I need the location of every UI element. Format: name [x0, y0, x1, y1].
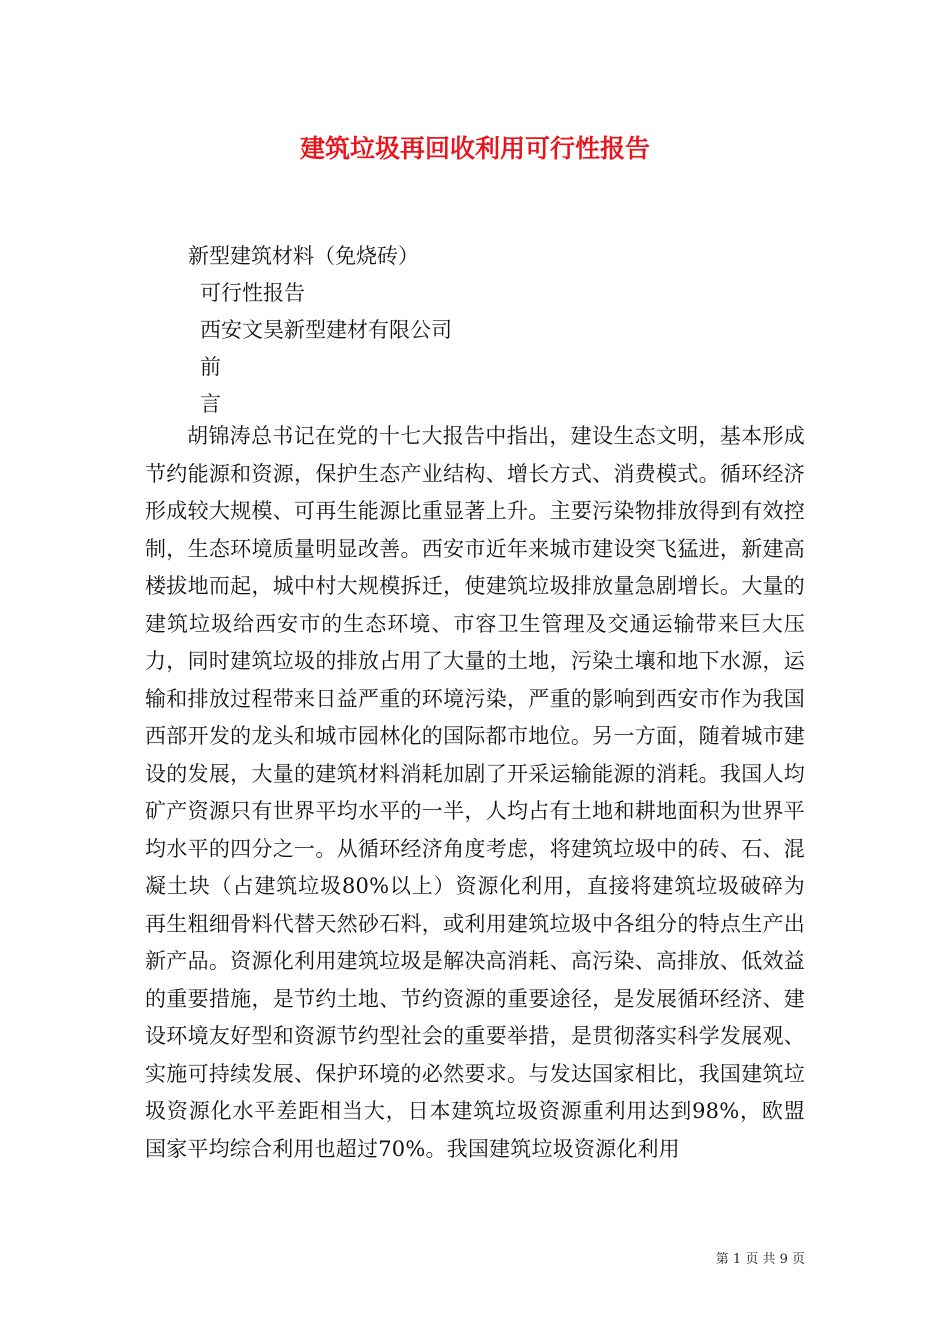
body-paragraph: 胡锦涛总书记在党的十七大报告中指出，建设生态文明，基本形成节约能源和资源，保护生态产业结构、增长方式、消费模式。循环经济形成较大规模、可再生能源比重显著上升。主要污染物排放得到有效控制，生态环境质量明显改善。西安市近年来城市建设突飞猛进，新建高楼拔地而起，城中村大规模拆迁，使建筑垃圾排放量急剧增长。大量的建筑垃圾给西安市的生态环境、市容卫生管理及交通运输带来巨大压力，同时建筑垃圾的排放占用了大量的土地，污染土壤和地下水源，运输和排放过程带来日益严重的环境污染，严重的影响到西安市作为我国西部开发的龙头和城市园林化的国际都市地位。另一方面，随着城市建设的发展，大量的建筑材料消耗加剧了开采运输能源的消耗。我国人均矿产资源只有世界平均水平的一半，人均占有土地和耕地面积为世界平均水平的四分之一。从循环经济角度考虑，将建筑垃圾中的砖、石、混凝土块（占建筑垃圾80%以上）资源化利用，直接将建筑垃圾破碎为再生粗细骨料代替天然砂石料，或利用建筑垃圾中各组分的特点生产出新产品。资源化利用建筑垃圾是解决高消耗、高污染、高排放、低效益的重要措施，是节约土地、节约资源的重要途径，是发展循环经济、建设环境友好型和资源节约型社会的重要举措，是贯彻落实科学发展观、实施可持续发展、保护环境的必然要求。与发达国家相比，我国建筑垃圾资源化水平差距相当大，日本建筑垃圾资源重利用达到98%，欧盟国家平均综合利用也超过70%。我国建筑垃圾资源化利用: [145, 424, 805, 1161]
front-matter: [188, 238, 452, 423]
preface-heading-char-1: 前: [200, 355, 221, 379]
preface-heading-char-2: 言: [200, 392, 221, 416]
company-name-line: 西安文昊新型建材有限公司: [200, 318, 452, 342]
page-title: 建筑垃圾再回收利用可行性报告: [299, 134, 650, 163]
page-number-footer: 第 1 页 共 9 页: [715, 1252, 805, 1267]
product-name-line: 新型建筑材料（免烧砖）: [188, 244, 419, 268]
report-type-line: 可行性报告: [200, 281, 305, 305]
